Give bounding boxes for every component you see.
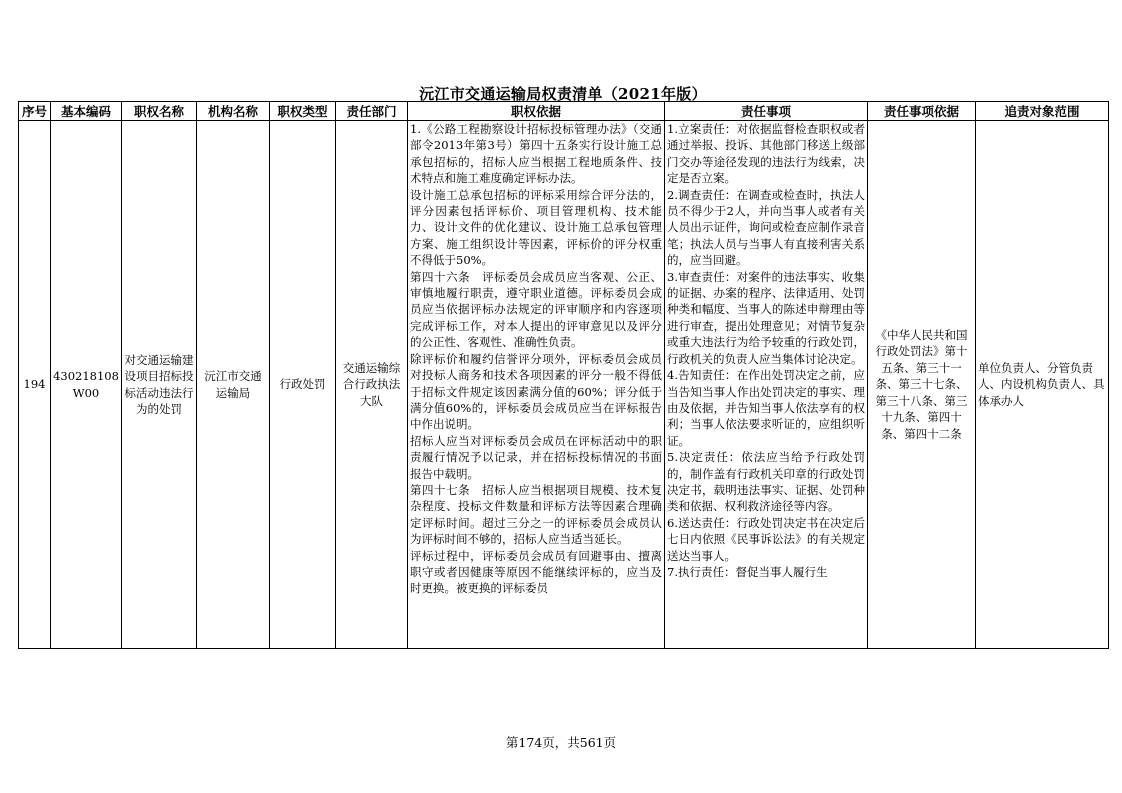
table-row [19,121,1109,649]
basis-text-block [410,121,662,648]
basis-paragraph: 设计施工总承包招标的评标采用综合评分法的，评分因素包括评标价、项目管理机构、技术能力、设计文件的优化建议、设计施工总承包管理方案、施工组织设计等因素，评标价的评分权重不得低于50%。 [410,187,662,268]
cell-duties [665,121,868,649]
basis-paragraph: 第四十七条 招标人应当根据项目规模、技术复杂程度、投标文件数量和评标方法等因素合理确定评标时间。超过三分之一的评标委员会成员认为评标时间不够的，招标人应当适当延长。 [410,482,662,547]
duty-paragraph: 1.立案责任：对依据监督检查职权或者通过举报、投诉、其他部门移送上级部门交办等途径发现的违法行为线索，决定是否立案。 [667,122,865,186]
basis-paragraph: 1.《公路工程勘察设计招标投标管理办法》（交通部令2013年第3号）第四十五条实行设计施工总承包招标的，招标人应当根据工程地质条件、技术特点和施工难度确定评标办法。 [410,122,662,186]
cell-power-name: 对交通运输建设项目招标投标活动违法行为的处罚 [122,121,197,649]
header-cell-duty-basis: 责任事项依据 [868,102,976,121]
header-cell-accountability: 追责对象范围 [976,102,1109,121]
duty-paragraph: 3.审查责任：对案件的违法事实、收集的证据、办案的程序、法律适用、处罚种类和幅度、当事人的陈述申辩理由等进行审查，提出处理意见；对情节复杂或重大违法行为给予较重的行政处罚，行政机关的负责人应当集体讨论决定。 [667,269,865,366]
page-number-footer: 第174页，共561页 [505,735,617,750]
cell-org-name: 沅江市交通运输局 [197,121,270,649]
duty-paragraph: 5.决定责任：依法应当给予行政处罚的，制作盖有行政机关印章的行政处罚决定书，载明违法事实、证据、处罚种类和依据、权利救济途径等内容。 [667,450,865,514]
duty-paragraph: 2.调查责任：在调查或检查时，执法人员不得少于2人，并向当事人或者有关人员出示证件，询问或检查应制作录音笔；执法人员与当事人有直接利害关系的，应当回避。 [667,187,865,268]
basis-paragraph: 第四十六条 评标委员会成员应当客观、公正、审慎地履行职责，遵守职业道德。评标委员会成员应当依据评标办法规定的评审顺序和内容逐项完成评标工作，对本人提出的评审意见以及评分的公正性、客观性、准确性负责。 [410,269,662,350]
basis-paragraph: 评标过程中，评标委员会成员有回避事由、擅离职守或者因健康等原因不能继续评标的，应当及时更换。被更换的评标委员 [410,548,662,596]
duties-text-block [667,121,865,648]
cell-department: 交通运输综合行政执法大队 [336,121,408,649]
header-cell-power-type: 职权类型 [270,102,336,121]
header-cell-power-name: 职权名称 [122,102,197,121]
cell-power-type: 行政处罚 [270,121,336,649]
cell-accountability: 单位负责人、分管负责人、内设机构负责人、具体承办人 [976,121,1109,649]
header-cell-code: 基本编码 [51,102,122,121]
header-cell-org-name: 机构名称 [197,102,270,121]
header-cell-seq: 序号 [19,102,51,121]
duty-paragraph: 6.送达责任：行政处罚决定书在决定后七日内依照《民事诉讼法》的有关规定送达当事人。 [667,515,865,563]
table-header-row [19,102,1109,121]
duty-paragraph: 7.执行责任：督促当事人履行生 [667,564,828,579]
duty-paragraph: 4.告知责任：在作出处罚决定之前，应当告知当事人作出处罚决定的事实、理由及依据，并告知当事人依法享有的权利；当事人依法要求听证的，应组织听证。 [667,368,865,448]
power-list-table [18,101,1109,649]
cell-duty-basis: 《中华人民共和国行政处罚法》第十五条、第三十一条、第三十七条、第三十八条、第三十九条、第四十条、第四十二条 [868,121,976,649]
cell-basis [408,121,665,649]
header-cell-basis: 职权依据 [408,102,665,121]
basis-paragraph: 除评标价和履约信誉评分项外，评标委员会成员对投标人商务和技术各项因素的评分一般不得低于招标文件规定该因素满分值的60%；评分低于满分值60%的，评标委员会成员应当在评标报告中作出说明。 [410,351,662,432]
header-cell-duties: 责任事项 [665,102,868,121]
cell-code: 430218108W00 [51,121,122,649]
header-cell-department: 责任部门 [336,102,408,121]
basis-paragraph: 招标人应当对评标委员会成员在评标活动中的职责履行情况予以记录，并在招标投标情况的书面报告中载明。 [410,433,662,481]
cell-seq: 194 [19,121,51,649]
page-title: 沅江市交通运输局权责清单（2021年版） [419,85,707,103]
